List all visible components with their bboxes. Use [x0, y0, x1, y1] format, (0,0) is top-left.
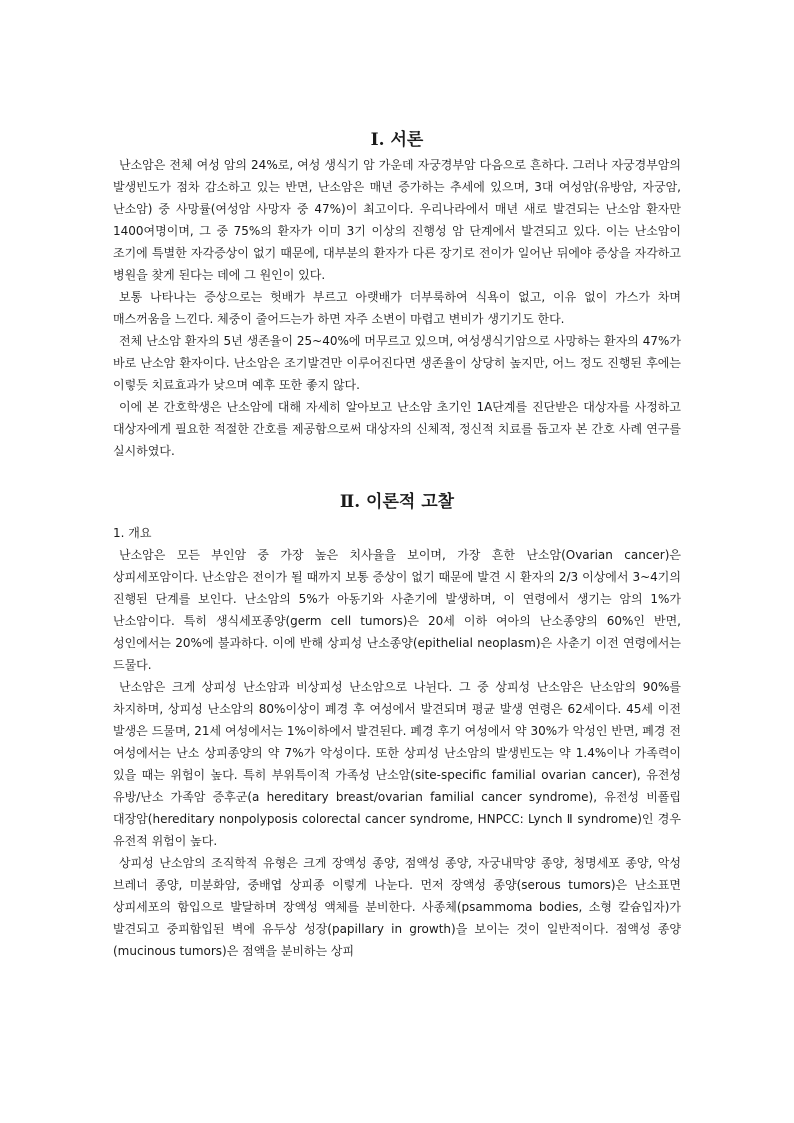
page-content	[113, 128, 681, 962]
section-1-paragraph-4: 이에 본 간호학생은 난소암에 대해 자세히 알아보고 난소암 초기인 1A단계를 진단받은 대상자를 사정하고 대상자에게 필요한 적절한 간호를 제공함으로써 대상자의 신체적, 정신적 치료를 돕고자 본 간호 사례 연구를 실시하였다.	[113, 400, 681, 458]
section-1-paragraph-2: 보통 나타나는 증상으로는 헛배가 부르고 아랫배가 더부룩하여 식욕이 없고, 이유 없이 가스가 차며 매스꺼움을 느낀다. 체중이 줄어드는가 하면 자주 소변이 마렵고 변비가 생기기도 한다.	[113, 290, 681, 326]
section-1-title: Ⅰ. 서론	[370, 130, 424, 150]
section-1-paragraph-3: 전체 난소암 환자의 5년 생존율이 25~40%에 머무르고 있으며, 여성생식기암으로 사망하는 환자의 47%가 바로 난소암 환자이다. 난소암은 조기발견만 이루어진다면 생존율이 상당히 높지만, 어느 정도 진행된 후에는 이렇듯 치료효과가 낮으며 예후 또한 좋지 않다.	[113, 334, 681, 392]
section-1-paragraph-1: 난소암은 전체 여성 암의 24%로, 여성 생식기 암 가운데 자궁경부암 다음으로 흔하다. 그러나 자궁경부암의 발생빈도가 점차 감소하고 있는 반면, 난소암은 매년 증가하는 추세에 있으며, 3대 여성암(유방암, 자궁암, 난소암) 중 사망률(여성암 사망자 중 47%)이 최고이다. 우리나라에서 매년 새로 발견되는 난소암 환자만 1400여명이며, 그 중 75%의 환자가 이미 3기 이상의 진행성 암 단계에서 발견되고 있다. 이는 난소암이 조기에 특별한 자각증상이 없기 때문에, 대부분의 환자가 다른 장기로 전이가 일어난 뒤에야 증상을 자각하고 병원을 찾게 된다는 데에 그 원인이 있다.	[113, 158, 681, 282]
section-2-subheading: 1. 개요	[113, 526, 152, 540]
section-2-title: Ⅱ. 이론적 고찰	[339, 492, 455, 512]
section-2-paragraph-1: 난소암은 모든 부인암 중 가장 높은 치사율을 보이며, 가장 흔한 난소암(Ovarian cancer)은 상피세포암이다. 난소암은 전이가 될 때까지 보통 증상이 없기 때문에 발견 시 환자의 2/3 이상에서 3~4기의 진행된 단계를 보인다. 난소암의 5%가 아동기와 사춘기에 발생하며, 이 연령에서 생기는 암의 1%가 난소암이다. 특히 생식세포종양(germ cell tumors)은 20세 이하 여아의 난소종양의 60%인 반면, 성인에서는 20%에 불과하다. 이에 반해 상피성 난소종양(epithelial neoplasm)은 사춘기 이전 연령에서는 드물다.	[113, 548, 681, 672]
section-2-paragraph-3: 상피성 난소암의 조직학적 유형은 크게 장액성 종양, 점액성 종양, 자궁내막양 종양, 청명세포 종양, 악성 브레너 종양, 미분화암, 중배엽 상피종 이렇게 나눈다. 먼저 장액성 종양(serous tumors)은 난소표면 상피세포의 함입으로 발달하며 장액성 액체를 분비한다. 사종체(psammoma bodies, 소형 칼슘입자)가 발견되고 중피함입된 벽에 유두상 성장(papillary in growth)을 보이는 것이 일반적이다. 점액성 종양(mucinous tumors)은 점액을 분비하는 상피	[113, 856, 681, 958]
section-2-paragraph-2: 난소암은 크게 상피성 난소암과 비상피성 난소암으로 나뉜다. 그 중 상피성 난소암은 난소암의 90%를 차지하며, 상피성 난소암의 80%이상이 폐경 후 여성에서 발견되며 평균 발생 연령은 62세이다. 45세 이전 발생은 드물며, 21세 여성에서는 1%이하에서 발견된다. 폐경 후기 여성에서 약 30%가 악성인 반면, 폐경 전 여성에서는 난소 상피종양의 약 7%가 악성이다. 또한 상피성 난소암의 발생빈도는 약 1.4%이나 가족력이 있을 때는 위험이 높다. 특히 부위특이적 가족성 난소암(site-specific familial ovarian cancer), 유전성 유방/난소 가족암 증후군(a hereditary breast/ovarian familial cancer syndrome), 유전성 비폴립 대장암(hereditary nonpolyposis colorectal cancer syndrome, HNPCC: Lynch Ⅱ syndrome)인 경우 유전적 위험이 높다.	[113, 680, 681, 848]
